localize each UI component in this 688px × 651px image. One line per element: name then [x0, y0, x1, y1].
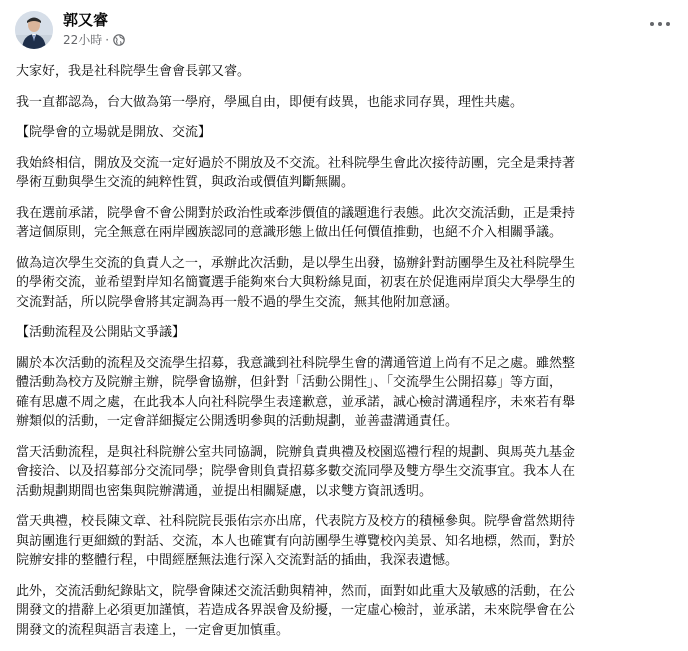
post-text-line: 學術互動與學生交流的純粹性質，與政治或價值判斷無關。	[16, 175, 355, 190]
post-text-line: 當天活動流程，是與社科院辦公室共同協調，院辦負責典禮及校園巡禮行程的規劃、與馬英九基金	[16, 444, 576, 460]
post-paragraph	[16, 93, 666, 113]
post-paragraph	[16, 123, 666, 143]
more-horizontal-icon[interactable]	[650, 20, 670, 28]
post-text-line: 交流對話，所以院學會將其定調為再一般不過的學生交流，無其他附加意涵。	[16, 294, 459, 310]
post-text-line: 當天典禮，校長陳文章、社科院院長張佑宗亦出席，代表院方及校方的積極參與。院學會當然期待	[16, 514, 576, 529]
meta-separator: ·	[105, 33, 110, 47]
post-text-line: 體活動為校方及院辦主辦，院學會協辦，但針對「活動公開性」、「交流學生公開招募」等方面，	[16, 375, 563, 390]
post-text-line: 的學術交流，並希望對岸知名簡竇選手能夠來台大與粉絲見面，初衷在於促進兩岸頂尖大學學生的	[16, 275, 576, 290]
post-paragraph	[16, 204, 666, 243]
avatar-image	[15, 11, 53, 49]
post-text-line: 開發文的措辭上必須更加謹慎，若造成各界誤會及紛擾，一定虛心檢討，並承諾，未來院學會在公	[16, 603, 576, 618]
post-paragraph	[16, 323, 666, 343]
post-meta	[63, 32, 125, 48]
author-name[interactable]: 郭又睿	[63, 11, 109, 29]
post-text-line: 辦類似的活動，一定會詳細擬定公開透明參與的活動規劃，並善盡溝通責任。	[16, 414, 459, 429]
post-paragraph	[16, 254, 666, 313]
post-text-line: 與訪團進行更細緻的對話、交流，本人也確實有向訪團學生導覽校內美景、知名地標，然而，對於	[16, 533, 576, 549]
post-paragraph	[16, 443, 666, 502]
globe-icon[interactable]	[113, 34, 125, 46]
post-timestamp[interactable]: 22小時	[63, 33, 103, 47]
post-text-line: 開發文的流程與語言表達上，一定會更加慎重。	[16, 622, 290, 638]
post-text-line: 會接洽、以及招募部分交流同學；院學會則負責招募多數交流同學及雙方學生交流事宜。我本人在	[16, 464, 576, 479]
post-text-line: 我一直都認為，台大做為第一學府，學風自由，即便有歧異，也能求同存異，理性共處。	[16, 94, 524, 110]
post-text-line: 我在選前承諾，院學會不會公開對於政治性或牽涉價值的議題進行表態。此次交流活動，正是秉持	[16, 205, 576, 221]
post-body	[16, 62, 666, 651]
post-text-line: 著這個原則，完全無意在兩岸國族認同的意識形態上做出任何價值推動，也絕不介入相關爭議。	[16, 225, 563, 240]
post-text-line: 院辦安排的整體行程，中間經歷無法進行深入交流對話的插曲，我深表遺憾。	[16, 553, 459, 568]
post-paragraph	[16, 354, 666, 432]
post-text-line: 確有思慮不周之處，在此我本人向社科院學生表達歉意，並承諾，誠心檢討溝通程序，未來若有舉	[16, 394, 576, 410]
post-paragraph	[16, 62, 666, 82]
post-text-line: 活動規劃期間也密集與院辦溝通，並提出相關疑慮，以求雙方資訊透明。	[16, 483, 433, 499]
post-text-line: 此外，交流活動紀錄貼文，院學會陳述交流活動與精神，然而，面對如此重大及敏感的活動，在公	[16, 583, 576, 599]
post-text-line: 做為這次學生交流的負責人之一，承辦此次活動，是以學生出發，協辦針對訪團學生及社科院學生	[16, 255, 576, 271]
post-paragraph	[16, 154, 666, 193]
post-paragraph	[16, 582, 666, 641]
post-text-line: 關於本次活動的流程及交流學生招募，我意識到社科院學生會的溝通管道上尚有不足之處。雖然整	[16, 355, 576, 371]
post-header	[0, 0, 688, 58]
post-text-line: 我始終相信，開放及交流一定好過於不開放及不交流。社科院學生會此次接待訪團，完全是秉持著	[16, 155, 576, 171]
post-text-line: 【院學會的立場就是開放、交流】	[16, 125, 212, 140]
post-text-line: 【活動流程及公開貼文爭議】	[16, 325, 186, 340]
post-text-line: 大家好，我是社科院學生會會長郭又睿。	[16, 64, 251, 79]
avatar[interactable]	[15, 11, 53, 49]
post-paragraph	[16, 512, 666, 571]
